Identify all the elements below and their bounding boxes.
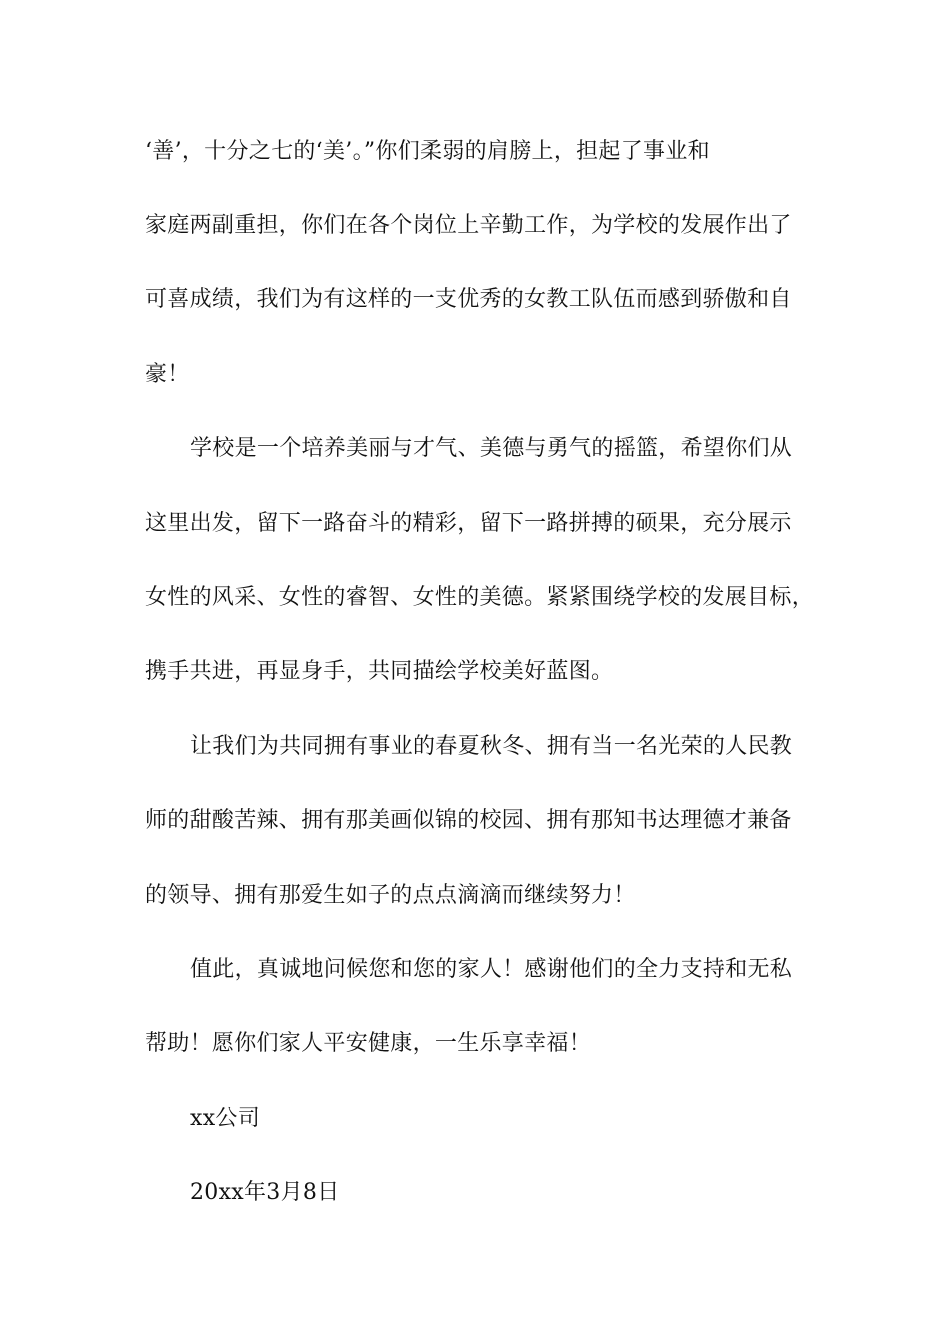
paragraph-line: 帮助！愿你们家人平安健康，一生乐享幸福！ (145, 1031, 592, 1056)
paragraph-line: 豪！ (145, 362, 190, 387)
paragraph-line: 家庭两副重担，你们在各个岗位上辛勤工作，为学校的发展作出了 (145, 213, 792, 238)
paragraph-line: 的领导、拥有那爱生如子的点点滴滴而继续努力！ (145, 883, 636, 908)
signature-date: 20xx年3月8日 (190, 1180, 340, 1205)
signature-company: xx公司 (190, 1106, 261, 1131)
paragraph-line: 值此，真诚地问候您和您的家人！感谢他们的全力支持和无私 (190, 957, 793, 982)
paragraph-line: 学校是一个培养美丽与才气、美德与勇气的摇篮，希望你们从 (190, 436, 793, 461)
paragraph-line: 女性的风采、女性的睿智、女性的美德。紧紧围绕学校的发展目标， (145, 585, 815, 610)
paragraph-line: ‘善’，十分之七的‘美’。”你们柔弱的肩膀上，担起了事业和 (145, 139, 710, 164)
paragraph-line: 师的甜酸苦辣、拥有那美画似锦的校园、拥有那知书达理德才兼备 (145, 808, 792, 833)
paragraph-line: 携手共进，再显身手，共同描绘学校美好蓝图。 (145, 659, 614, 684)
paragraph-line: 这里出发，留下一路奋斗的精彩，留下一路拼搏的硕果，充分展示 (145, 511, 792, 536)
paragraph-line: 可喜成绩，我们为有这样的一支优秀的女教工队伍而感到骄傲和自 (145, 287, 792, 312)
paragraph-line: 让我们为共同拥有事业的春夏秋冬、拥有当一名光荣的人民教 (190, 734, 793, 759)
